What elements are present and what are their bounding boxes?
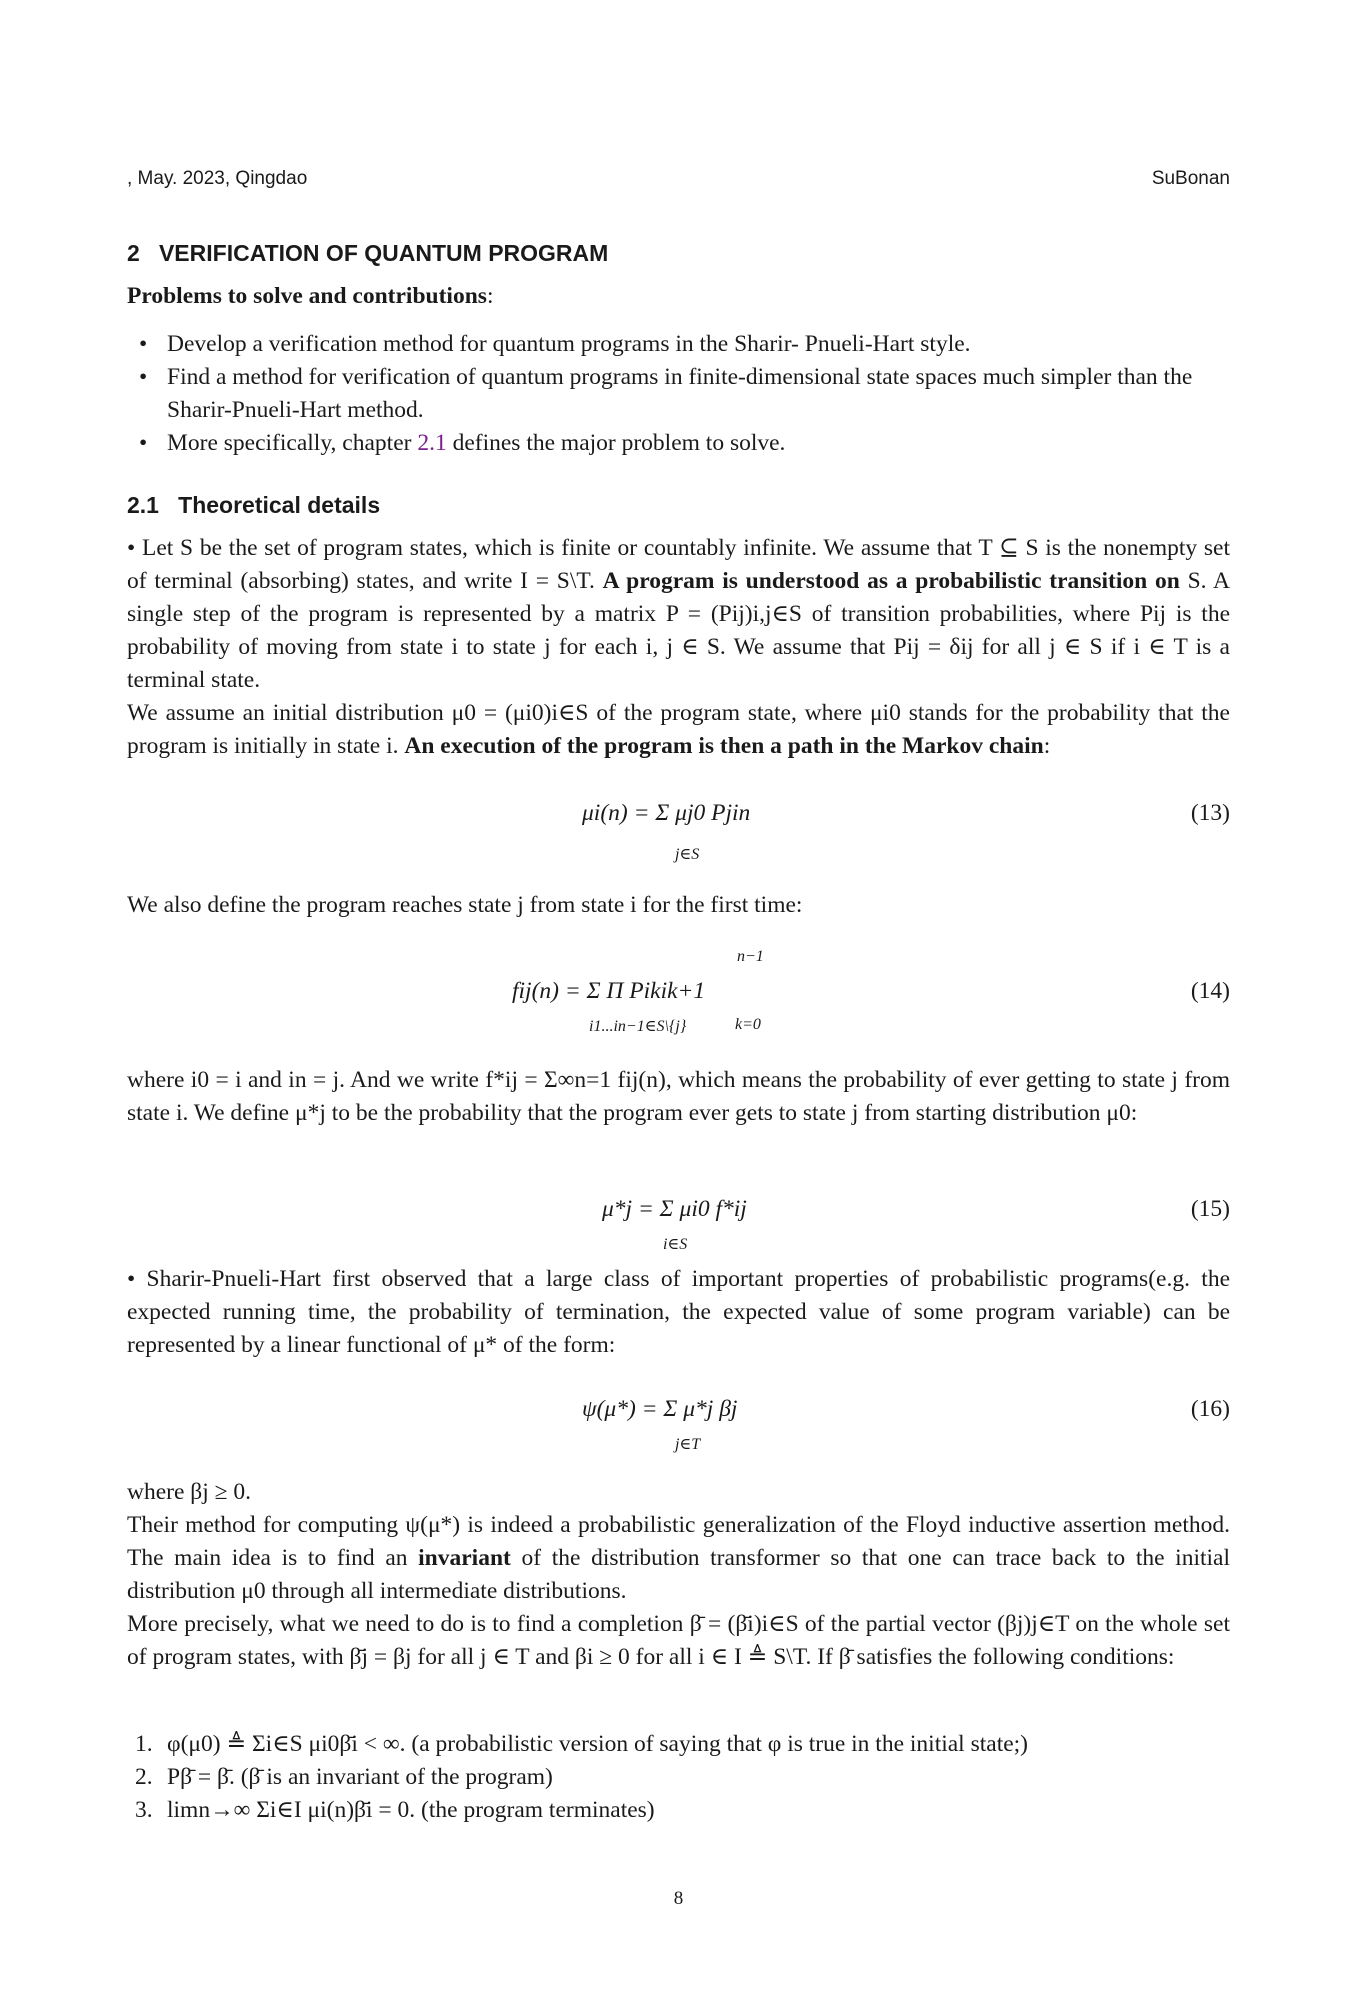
list-item: • Find a method for verification of quantum programs in finite-dimensional state spaces much simpler than the Sharir-Pnueli-Hart method.	[135, 361, 1230, 427]
equation-number: (15)	[1190, 1196, 1230, 1222]
paragraph-ever-getting: where i0 = i and in = j. And we write f*ij = Σ∞n=1 fij(n), which means the probability of ever getting to state j from state i. We define μ*j to be the probability that the program ever gets to state j from starting distribution μ0:	[127, 1067, 1230, 1126]
paragraph-floyd-method: Their method for computing ψ(μ*) is indeed a probabilistic generalization of the Floyd inductive assertion method. The main idea is to find an invariant of the distribution transformer so that one can trace back to the initial distribution μ0 through all intermediate distributions.	[127, 1512, 1230, 1604]
equation-number: (13)	[1190, 800, 1230, 826]
paragraph-initial-distribution: We assume an initial distribution μ0 = (μi0)i∈S of the program state, where μi0 stands for the probability that the program is initially in state i. An execution of the program is then a path in the Markov chain:	[127, 700, 1230, 759]
section-2-heading	[127, 240, 608, 267]
paragraph-sharir-pnueli-hart: • Sharir-Pnueli-Hart first observed that a large class of important properties of probabilistic programs(e.g. the expected running time, the probability of termination, the expected value of some program variable) can be represented by a linear functional of μ* of the form:	[127, 1266, 1230, 1358]
equation-16	[127, 1396, 1230, 1471]
product-upper-limit: n−1	[737, 948, 764, 965]
section-number: 2	[127, 240, 140, 266]
section-title: Theoretical details	[178, 492, 381, 518]
equation-number: (16)	[1190, 1396, 1230, 1422]
list-item: 2. Pβ̄ = β̄. (β̄ is an invariant of the program)	[135, 1764, 553, 1790]
section-number: 2.1	[127, 492, 159, 518]
page-number: 8	[673, 1888, 684, 1909]
equation-15	[127, 1196, 1230, 1271]
equation-13	[127, 800, 1230, 875]
header-venue: , May. 2023, Qingdao	[127, 168, 308, 189]
list-item: • Develop a verification method for quantum programs in the Sharir- Pnueli-Hart style.	[135, 328, 1230, 361]
sum-limit: i1...in−1∈S\{j}	[589, 1018, 687, 1035]
product-lower-limit: k=0	[735, 1016, 761, 1033]
problems-list	[135, 328, 1230, 460]
section-title: VERIFICATION OF QUANTUM PROGRAM	[158, 240, 609, 266]
equation-body: fij(n) = Σ Π Pikik+1	[512, 978, 706, 1004]
chapter-link[interactable]: 2.1	[417, 430, 447, 456]
equation-14	[127, 948, 1230, 1038]
sum-limit: j∈S	[675, 846, 700, 863]
conditions-list	[135, 1728, 1230, 1827]
list-item: • More specifically, chapter 2.1 defines the major problem to solve.	[135, 427, 1230, 460]
paper-page	[127, 0, 1230, 2000]
equation-body: ψ(μ*) = Σ μ*j βj	[582, 1396, 738, 1422]
list-item: 1. φ(μ0) ≜ Σi∈S μi0β̄i < ∞. (a probabilistic version of saying that φ is true in the initial state;)	[135, 1731, 1029, 1757]
equation-body: μ*j = Σ μi0 f*ij	[602, 1196, 747, 1222]
sum-limit: i∈S	[663, 1236, 688, 1253]
problems-heading: Problems to solve and contributions:	[127, 283, 494, 309]
section-2-1-heading	[127, 492, 380, 519]
sum-limit: j∈T	[675, 1436, 701, 1453]
paragraph-beta-nonnegative: where βj ≥ 0.	[127, 1479, 252, 1505]
equation-body: μi(n) = Σ μj0 Pjin	[582, 800, 751, 826]
paragraph-completion: More precisely, what we need to do is to find a completion β̄ = (β̄i)i∈S of the partial vector (βj)j∈T on the whole set of program states, with β̄j = βj for all j ∈ T and βi ≥ 0 for all i ∈ I ≜ S\T. If β̄ satisfies the following conditions:	[127, 1611, 1230, 1670]
header-author: SuBonan	[1151, 168, 1230, 189]
equation-number: (14)	[1190, 978, 1230, 1004]
list-item: 3. limn→∞ Σi∈I μi(n)β̄i = 0. (the program terminates)	[135, 1797, 655, 1823]
paragraph-program-states: • Let S be the set of program states, which is finite or countably infinite. We assume that T ⊆ S is the nonempty set of terminal (absorbing) states, and write I = S\T. A program is understood as a probabilistic transition on S. A single step of the program is represented by a matrix P = (Pij)i,j∈S of transition probabilities, where Pij is the probability of moving from state i to state j for each i, j ∈ S. We assume that Pij = δij for all j ∈ S if i ∈ T is a terminal state.	[127, 535, 1230, 693]
paragraph-first-time: We also define the program reaches state j from state i for the first time:	[127, 892, 803, 918]
